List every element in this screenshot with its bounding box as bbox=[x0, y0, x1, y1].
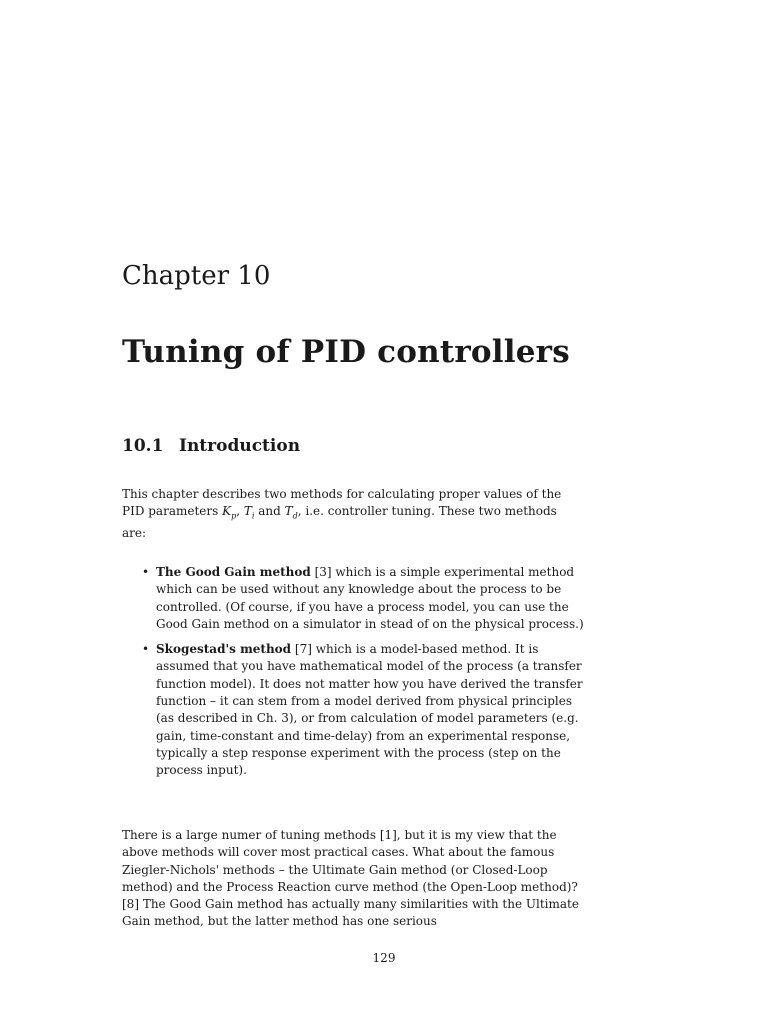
section-number: 10.1 bbox=[122, 436, 164, 456]
list-item-good-gain bbox=[122, 564, 592, 633]
body-paragraph: There is a large numer of tuning methods [1], but it is my view that the above methods will cover most practical cases. What about the famous Ziegler-Nichols' methods – the Ultimate Gain method (or Closed-Loop method) and the Process Reaction curve method (the Open-Loop method)?[8] The Good Gain method has actually many similarities with the Ultimate Gain method, but the latter method has one serious bbox=[122, 828, 579, 929]
list-item-text: [3] which is a simple experimental method which can be used without any knowledge about the process to be controlled. (Of course, if you have a process model, you can use the Good Gain method on a simulator in stead of on the physical process.) bbox=[156, 565, 584, 631]
section-heading bbox=[122, 436, 300, 456]
list-item-skogestad bbox=[122, 641, 592, 779]
method-list bbox=[122, 564, 592, 788]
kp-symbol: $K_p$ bbox=[222, 504, 237, 521]
list-item-term: Skogestad's method bbox=[156, 642, 292, 657]
list-item-text: [7] which is a model-based method. It is assumed that you have mathematical model of the process (a transfer function model). It does not matter how you have derived the transfer function – it can stem from a model derived from physical principles (as described in Ch. 3), or from calculation of model parameters (e.g. gain, time-constant and time-delay) from an experimental response, typically a step response experiment with the process (step on the process input). bbox=[156, 642, 583, 778]
intro-paragraph bbox=[122, 486, 582, 542]
chapter-label: Chapter 10 bbox=[122, 261, 271, 291]
page-number: 129 bbox=[372, 951, 396, 965]
intro-text-start: This chapter describes two methods for calculating proper values of the PID parameters bbox=[122, 487, 562, 519]
section-title: Introduction bbox=[179, 436, 301, 456]
intro-sep-1: , bbox=[236, 504, 244, 519]
bullet-icon: • bbox=[142, 565, 150, 579]
ti-symbol: $T_i$ bbox=[243, 504, 255, 521]
intro-text-end: , i.e. controller tuning. These two methods are: bbox=[122, 504, 557, 540]
chapter-title: Tuning of PID controllers bbox=[122, 334, 570, 370]
td-symbol: $T_d$ bbox=[284, 504, 298, 521]
intro-sep-2: and bbox=[254, 504, 285, 519]
list-item-term: The Good Gain method bbox=[156, 565, 311, 579]
bullet-icon: • bbox=[142, 642, 150, 657]
